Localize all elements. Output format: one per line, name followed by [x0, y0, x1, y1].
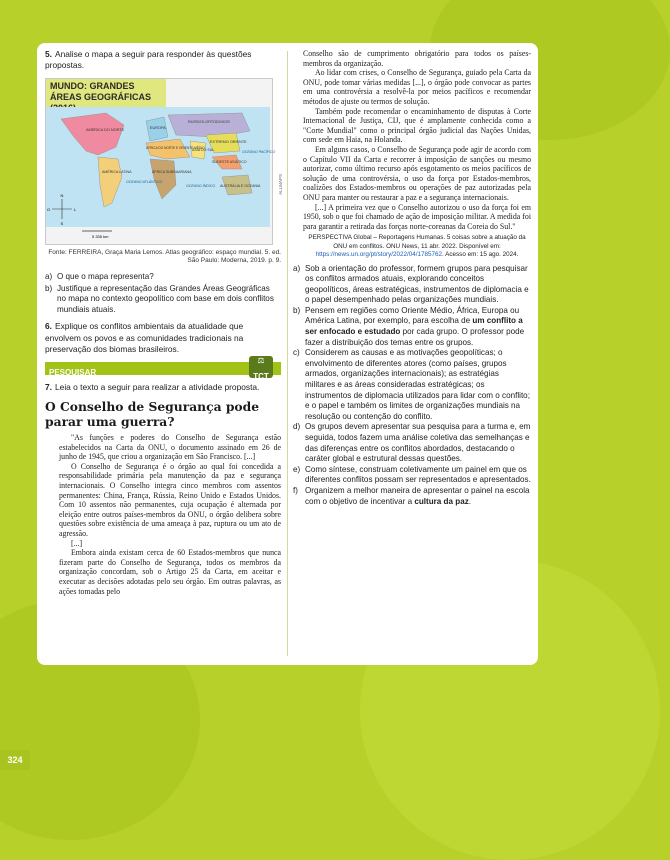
article-reference: PERSPECTIVA Global – Reportagens Humanas. 5 coisas sobre a atuação da ONU em conflitos. ONU News, 11 abr. 2022. Disponível em: https://news.un.org/pt/story/2022/04/1785762. Acesso em: 15 ago. 2024.	[308, 234, 526, 259]
svg-text:O: O	[47, 206, 51, 212]
column-divider	[287, 51, 288, 656]
paragraph: Também pode recomendar o encaminhamento de disputas à Corte Internacional de Justiça, CIJ, que é amplamente conhecida como a "Corte Mundial" como o principal órgão judicial das Nações Unidas, com sede em Haia, na Holanda.	[303, 106, 531, 145]
map-label: RUSSOS-ORTODOXOS	[188, 119, 230, 124]
ocean-label: OCEANO ATLÂNTICO	[126, 179, 163, 184]
map-figure	[45, 78, 283, 245]
list-item: b) Justifique a representação das Grandes Áreas Geográficas no mapa no contexto geopolítico com base em dois conflitos mundiais atuais.	[45, 283, 274, 314]
map-label: ÁFRICA SUBSAARIANA	[152, 169, 192, 174]
tct-badge: ⚖ TCT	[249, 356, 273, 378]
article-title: O Conselho de Segurança pode parar uma guerra?	[45, 399, 260, 429]
question-5-items	[45, 272, 281, 315]
paragraph: [...] A primeira vez que o Conselho autorizou o uso da força foi em 1950, sob o que foi chamado de ação de imposição militar. A medida foi para garantir a retirada das forças norte-coreanas da Coreia do Sul."	[303, 202, 531, 231]
map-label: ÁSIA DO SUL	[192, 147, 215, 152]
world-map	[46, 107, 276, 241]
list-item: d) Os grupos devem apresentar sua pesquisa para a turma e, em seguida, todos fazem uma análise coletiva das semelhanças e das diferenças entre os conflitos abordados, destacando o caráter global e estrutural dessas questões.	[293, 422, 531, 464]
list-item: c) Considerem as causas e as motivações geopolíticas; o envolvimento de diferentes atores (como países, grupos armados, organizações internacionais); as estratégias militares e as áreas consideradas estratégicas; os instrumentos de diplomacia utilizados para lidar com o conflito; e o papel e também os limites de organizações mundiais na resolução ou contenção do conflito.	[293, 348, 530, 421]
map-label: EXTREMO ORIENTE	[210, 139, 247, 144]
list-item: f) Organizem a melhor maneira de apresentar o painel na escola com o objetivo de incentivar a cultura da paz.	[293, 485, 530, 506]
list-item: e) Como síntese, construam coletivamente um painel em que os diferentes conflitos possam ser representados e apresentados.	[293, 464, 531, 485]
paragraph: "As funções e poderes do Conselho de Segurança estão estabelecidos na Carta da ONU, o documento assinado em 26 de junho de 1945, que criou a organização em São Francisco. [...]	[59, 433, 281, 462]
question-7: 7. Leia o texto a seguir para realizar a atividade proposta.	[45, 381, 260, 392]
scale-bar	[82, 231, 112, 239]
paragraph: Conselho são de cumprimento obrigatório para todos os países-membros da organização.	[303, 49, 531, 68]
svg-text:N: N	[60, 192, 64, 198]
question-6: 6. Explique os conflitos ambientais da atualidade que envolvem os povos e as comunidades tradicionais na preservação dos biomas brasileiros.	[45, 321, 244, 355]
list-item: a) Sob a orientação do professor, formem grupos para pesquisar os conflitos armados atuais, explorando conceitos geopolíticos, áreas estratégicas, instrumentos de diplomacia e o papel desempenhado pelas organizações mundiais.	[293, 263, 529, 305]
map-label: SUDESTE ASIÁTICO	[212, 159, 247, 164]
map-label: ÁFRICA DO NORTE E ORIENTE MÉDIO	[146, 145, 205, 150]
question-5: 5. Analise o mapa a seguir para responder às questões propostas.	[45, 49, 252, 71]
map-source: Fonte: FERREIRA, Graça Maria Lemos. Atlas geográfico: espaço mundial. 5. ed. São Paulo: Moderna, 2019. p. 9.	[48, 248, 281, 265]
reference-link[interactable]: https://news.un.org/pt/story/2022/04/1785762	[315, 251, 443, 259]
list-item: a) O que o mapa representa?	[45, 272, 154, 281]
map-label: AMÉRICA LATINA	[102, 169, 132, 174]
right-column	[293, 49, 531, 523]
article-quote-left	[59, 433, 281, 596]
map-label: AUSTRÁLIA E OCEANIA	[220, 183, 261, 188]
map-credit: ALLMAPS	[278, 173, 283, 195]
map-title: MUNDO: GRANDES ÁREAS GEOGRÁFICAS	[46, 79, 166, 116]
map-label: EUROPA	[150, 125, 166, 130]
svg-text:S: S	[60, 220, 64, 226]
svg-text:5 335 km: 5 335 km	[92, 233, 109, 239]
paragraph: Embora ainda existam cerca de 60 Estados-membros que nunca fizeram parte do Conselho de Segurança, todos os membros da organização concordam, sob o Artigo 25 da Carta, em aceitar e executar as decisões adotadas pelo seu órgão. Em outras palavras, as ações tomadas pelo	[59, 548, 281, 596]
paragraph: Ao lidar com crises, o Conselho de Segurança, guiado pela Carta da ONU, pode tomar várias medidas [...], o órgão pode convocar as partes em uma controvérsia a resolvê-la por meios pacíficos e recomendar métodos de ajuste ou termos de solução.	[303, 68, 531, 106]
activity-list	[293, 264, 531, 508]
page-number: 324	[0, 750, 30, 770]
paragraph: Em alguns casos, o Conselho de Segurança pode agir de acordo com o Capítulo VII da Carta e recorrer à imposição de sanções ou mesmo autorizar, como último recurso após esgotamento os meios pacíficos de solução de uma controvérsia, o uso da força por Estados-membros, coalizões dos Estados-membros ou operações de paz autorizadas pela ONU para manter ou restaurar a paz e a segurança internacionais.	[303, 144, 531, 202]
map-label: AMÉRICA DO NORTE	[86, 127, 125, 132]
left-column	[45, 49, 281, 596]
article-quote-right	[303, 49, 531, 231]
ocean-label: OCEANO ÍNDICO	[186, 183, 216, 188]
pesquisar-banner: PESQUISAR ⚖ TCT	[45, 362, 281, 375]
list-item: b) Pensem em regiões como Oriente Médio, África, Europa ou América Latina, por exemplo, para escolha de um conflito a ser enfocado e estudado por cada grupo. O professor pode fazer a distribuição dos temas entre os grupos.	[293, 305, 525, 347]
paragraph: O Conselho de Segurança é o órgão ao qual foi concedida a responsabilidade primária pela manutenção da paz e segurança internacionais. O Conselho integra cinco membros com assentos permanentes: China, França, Rússia, Reino Unido e Estados Unidos. Com 10 assentos não permanentes, cuja ocupação é alternada por eleição entre outros países-membros da ONU, o órgão delibera sobre questões sobre existência de uma ameaça à paz, ruptura ou um ato de agressão.	[59, 461, 281, 538]
svg-text:L: L	[74, 206, 77, 212]
paragraph: [...]	[71, 538, 83, 548]
textbook-page	[37, 43, 538, 665]
ocean-label: OCEANO PACÍFICO	[242, 149, 276, 154]
scales-icon: ⚖	[257, 355, 265, 365]
